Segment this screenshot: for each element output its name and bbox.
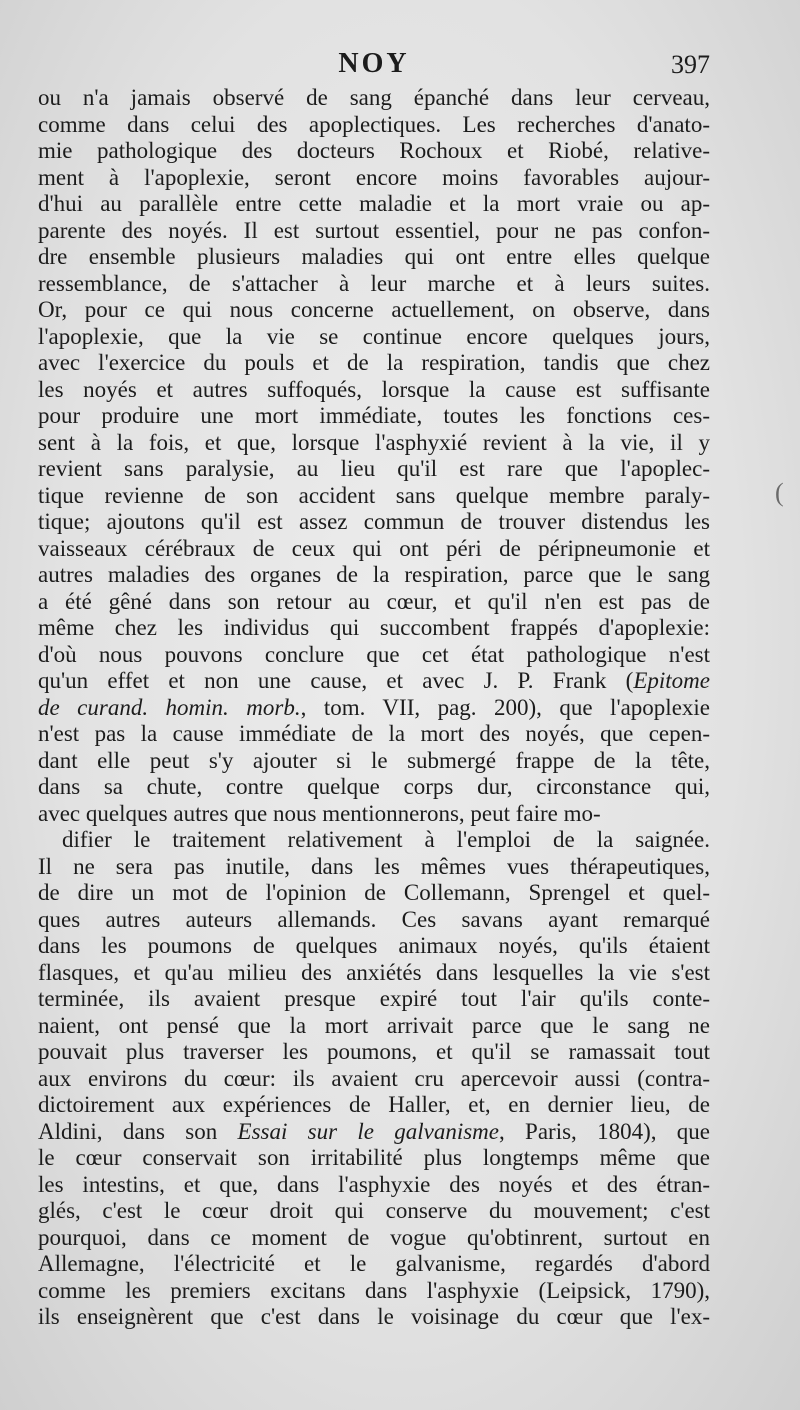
italic-title: Essai sur le galvanisme bbox=[237, 1118, 499, 1144]
text-line: les intestins, et que, dans l'asphyxie des noyés et des étran- bbox=[38, 1171, 710, 1197]
text-line: difier le traitement relativement à l'emploi de la saignée. bbox=[62, 827, 710, 852]
text-line: dant elle peut s'y ajouter si le submergé frappe de la tête, bbox=[38, 747, 710, 773]
text-line: a été gêné dans son retour au cœur, et qu'il n'en est pas de bbox=[38, 588, 710, 614]
text-line: parente des noyés. Il est surtout essentiel, pour ne pas confon- bbox=[38, 217, 710, 243]
text-line: ques autres auteurs allemands. Ces savans ayant remarqué bbox=[38, 906, 710, 932]
italic-title: Epitome bbox=[633, 668, 710, 693]
text-line: comme dans celui des apoplectiques. Les recherches d'anato- bbox=[38, 111, 710, 137]
margin-mark: ( bbox=[775, 478, 784, 507]
text-line: tique; ajoutons qu'il est assez commun de trouver distendus les bbox=[38, 509, 710, 534]
text-line: dans les poumons de quelques animaux noyés, qu'ils étaient bbox=[38, 933, 710, 958]
text-line: ou n'a jamais observé de sang épanché dans leur cerveau, bbox=[38, 85, 710, 110]
running-head: NOY bbox=[338, 48, 410, 79]
text-line: ment à l'apoplexie, seront encore moins favorables aujour- bbox=[38, 164, 710, 190]
text-line: dre ensemble plusieurs maladies qui ont entre elles quelque bbox=[38, 244, 710, 269]
text-line: vaisseaux cérébraux de ceux qui ont péri de péripneumonie et bbox=[38, 535, 710, 561]
text-line: le cœur conservait son irritabilité plus longtemps même que bbox=[38, 1145, 710, 1170]
text-line: comme les premiers excitans dans l'asphyxie (Leipsick, 1790), bbox=[38, 1277, 710, 1303]
text-line: d'hui au parallèle entre cette maladie et la mort vraie ou ap- bbox=[38, 191, 710, 216]
text-line: d'où nous pouvons conclure que cet état pathologique n'est bbox=[38, 641, 710, 667]
text-line: naient, ont pensé que la mort arrivait parce que le sang ne bbox=[38, 1012, 710, 1038]
text-line: dans sa chute, contre quelque corps dur, circonstance qui, bbox=[38, 774, 710, 799]
text-line: Or, pour ce qui nous concerne actuellement, on observe, dans bbox=[38, 297, 710, 322]
text-line: de curand. homin. morb., tom. VII, pag. 200), que l'apoplexie bbox=[38, 694, 711, 720]
text-line: de dire un mot de l'opinion de Collemann, Sprengel et quel- bbox=[38, 880, 710, 905]
text-line: ressemblance, de s'attacher à leur marche et à leurs suites. bbox=[38, 270, 710, 296]
text-line: aux environs du cœur: ils avaient cru apercevoir aussi (contra- bbox=[38, 1065, 710, 1091]
text-line: Allemagne, l'électricité et le galvanisme, regardés d'abord bbox=[38, 1251, 710, 1276]
text-line: autres maladies des organes de la respiration, parce que le sang bbox=[38, 562, 710, 587]
text-line: pourquoi, dans ce moment de vogue qu'obtinrent, surtout en bbox=[38, 1224, 710, 1250]
text-line: avec quelques autres que nous mentionnerons, peut faire mo- bbox=[38, 800, 601, 826]
body-text bbox=[38, 85, 710, 1331]
text-line: les noyés et autres suffoqués, lorsque la cause est suffisante bbox=[38, 376, 710, 402]
text-line: glés, c'est le cœur droit qui conserve du mouvement; c'est bbox=[38, 1198, 710, 1223]
text-line: dictoirement aux expériences de Haller, et, en dernier lieu, de bbox=[38, 1092, 710, 1117]
italic-title: de curand. homin. morb. bbox=[38, 694, 301, 720]
text-line: pour produire une mort immédiate, toutes les fonctions ces- bbox=[38, 403, 710, 428]
text-line: pouvait plus traverser les poumons, et qu'il se ramassait tout bbox=[38, 1039, 710, 1064]
text-line: ils enseignèrent que c'est dans le voisinage du cœur que l'ex- bbox=[38, 1304, 710, 1329]
text-line: même chez les individus qui succombent frappés d'apoplexie: bbox=[38, 615, 710, 640]
text-line: avec l'exercice du pouls et de la respiration, tandis que chez bbox=[38, 350, 710, 375]
text-line: terminée, ils avaient presque expiré tout l'air qu'ils conte- bbox=[38, 986, 710, 1011]
text-line: Il ne sera pas inutile, dans les mêmes vues thérapeutiques, bbox=[38, 853, 710, 879]
text-line: tique revienne de son accident sans quelque membre paraly- bbox=[38, 482, 710, 508]
text-line: l'apoplexie, que la vie se continue encore quelques jours, bbox=[38, 323, 710, 349]
text-line: n'est pas la cause immédiate de la mort des noyés, que cepen- bbox=[38, 721, 710, 746]
page-number: 397 bbox=[671, 50, 710, 79]
page-header bbox=[38, 48, 710, 82]
text-line: revient sans paralysie, au lieu qu'il est rare que l'apoplec- bbox=[38, 456, 710, 481]
text-line: flasques, et qu'au milieu des anxiétés dans lesquelles la vie s'est bbox=[38, 959, 710, 985]
text-line: mie pathologique des docteurs Rochoux et Riobé, relative- bbox=[38, 138, 710, 163]
text-line: qu'un effet et non une cause, et avec J. P. Frank (Epitome bbox=[38, 668, 710, 693]
text-line: sent à la fois, et que, lorsque l'asphyxié revient à la vie, il y bbox=[38, 429, 710, 455]
text-line: Aldini, dans son Essai sur le galvanisme, Paris, 1804), que bbox=[38, 1118, 710, 1144]
